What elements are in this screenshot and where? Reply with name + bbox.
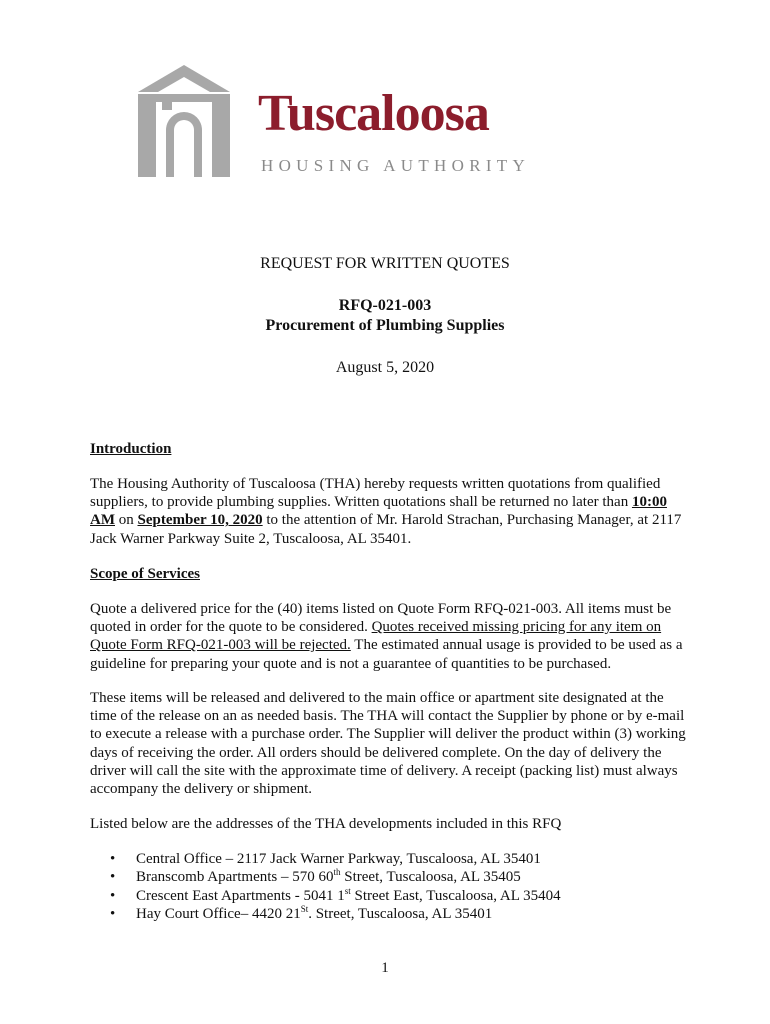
- introduction-paragraph: [90, 475, 690, 548]
- bullet-icon: •: [110, 887, 116, 904]
- list-item: • Central Office – 2117 Jack Warner Parkway, Tuscaloosa, AL 35401: [110, 851, 541, 867]
- addresses-intro: Listed below are the addresses of the THA developments included in this RFQ: [90, 816, 562, 832]
- scope-text-2: The estimated annual usage is provided to be used as a guideline for preparing your quote and is not a guarantee of quantities to be purchased.: [90, 637, 683, 672]
- introduction-heading: Introduction: [90, 441, 172, 457]
- bullet-icon: •: [110, 905, 116, 922]
- list-item: • Hay Court Office– 4420 21St. Street, Tuscaloosa, AL 35401: [110, 903, 493, 922]
- deadline-time: 10:00 AM: [90, 494, 667, 529]
- bullet-icon: •: [110, 869, 116, 886]
- intro-text-1: The Housing Authority of Tuscaloosa (THA) hereby requests written quotations from qualified suppliers, to provide plumbing supplies. Written quotations shall be returned no later than: [90, 476, 661, 511]
- rfq-title: Procurement of Plumbing Supplies: [265, 317, 505, 334]
- document-title: REQUEST FOR WRITTEN QUOTES: [260, 255, 510, 272]
- scope-text-1: Quote a delivered price for the (40) items listed on Quote Form RFQ-021-003. All items must be quoted in order for the quote to be considered.: [90, 601, 672, 636]
- intro-text-3: to the attention of Mr. Harold Strachan, Purchasing Manager, at 2117 Jack Warner Parkway Suite 2, Tuscaloosa, AL 35401.: [90, 512, 682, 547]
- rejection-notice: Quotes received missing pricing for any item on Quote Form RFQ-021-003 will be rejected.: [90, 619, 662, 654]
- logo-name: Tuscaloosa: [258, 85, 489, 142]
- scope-paragraph-2: [90, 689, 690, 798]
- delivery-text: These items will be released and delivered to the main office or apartment site designated at the time of the release on an as needed basis. The THA will contact the Supplier by phone or by e-mail to execute a release with a purchase order. The Supplier will deliver the product within (3) working days of receiving the order. All orders should be delivered complete. On the day of delivery the driver will call the site with the approximate time of delivery. A receipt (packing list) must always accompany the delivery or shipment.: [90, 690, 686, 798]
- scope-heading: Scope of Services: [90, 566, 200, 582]
- deadline-date: September 10, 2020: [137, 512, 263, 529]
- bullet-icon: •: [110, 851, 116, 867]
- list-item: • Branscomb Apartments – 570 60th Street, Tuscaloosa, AL 35405: [110, 867, 521, 886]
- tha-logo: [136, 62, 568, 180]
- page-number: 1: [381, 960, 389, 976]
- scope-paragraph-3: [90, 815, 690, 833]
- building-icon: [136, 62, 246, 180]
- scope-paragraph-1: [90, 600, 690, 673]
- document-date: August 5, 2020: [335, 359, 435, 376]
- logo-subtitle: HOUSING AUTHORITY: [261, 156, 531, 175]
- list-item: • Crescent East Apartments - 5041 1st Street East, Tuscaloosa, AL 35404: [110, 885, 561, 904]
- intro-text-2: on: [115, 512, 138, 529]
- rfq-number: RFQ-021-003: [338, 297, 432, 314]
- address-list: [90, 850, 710, 923]
